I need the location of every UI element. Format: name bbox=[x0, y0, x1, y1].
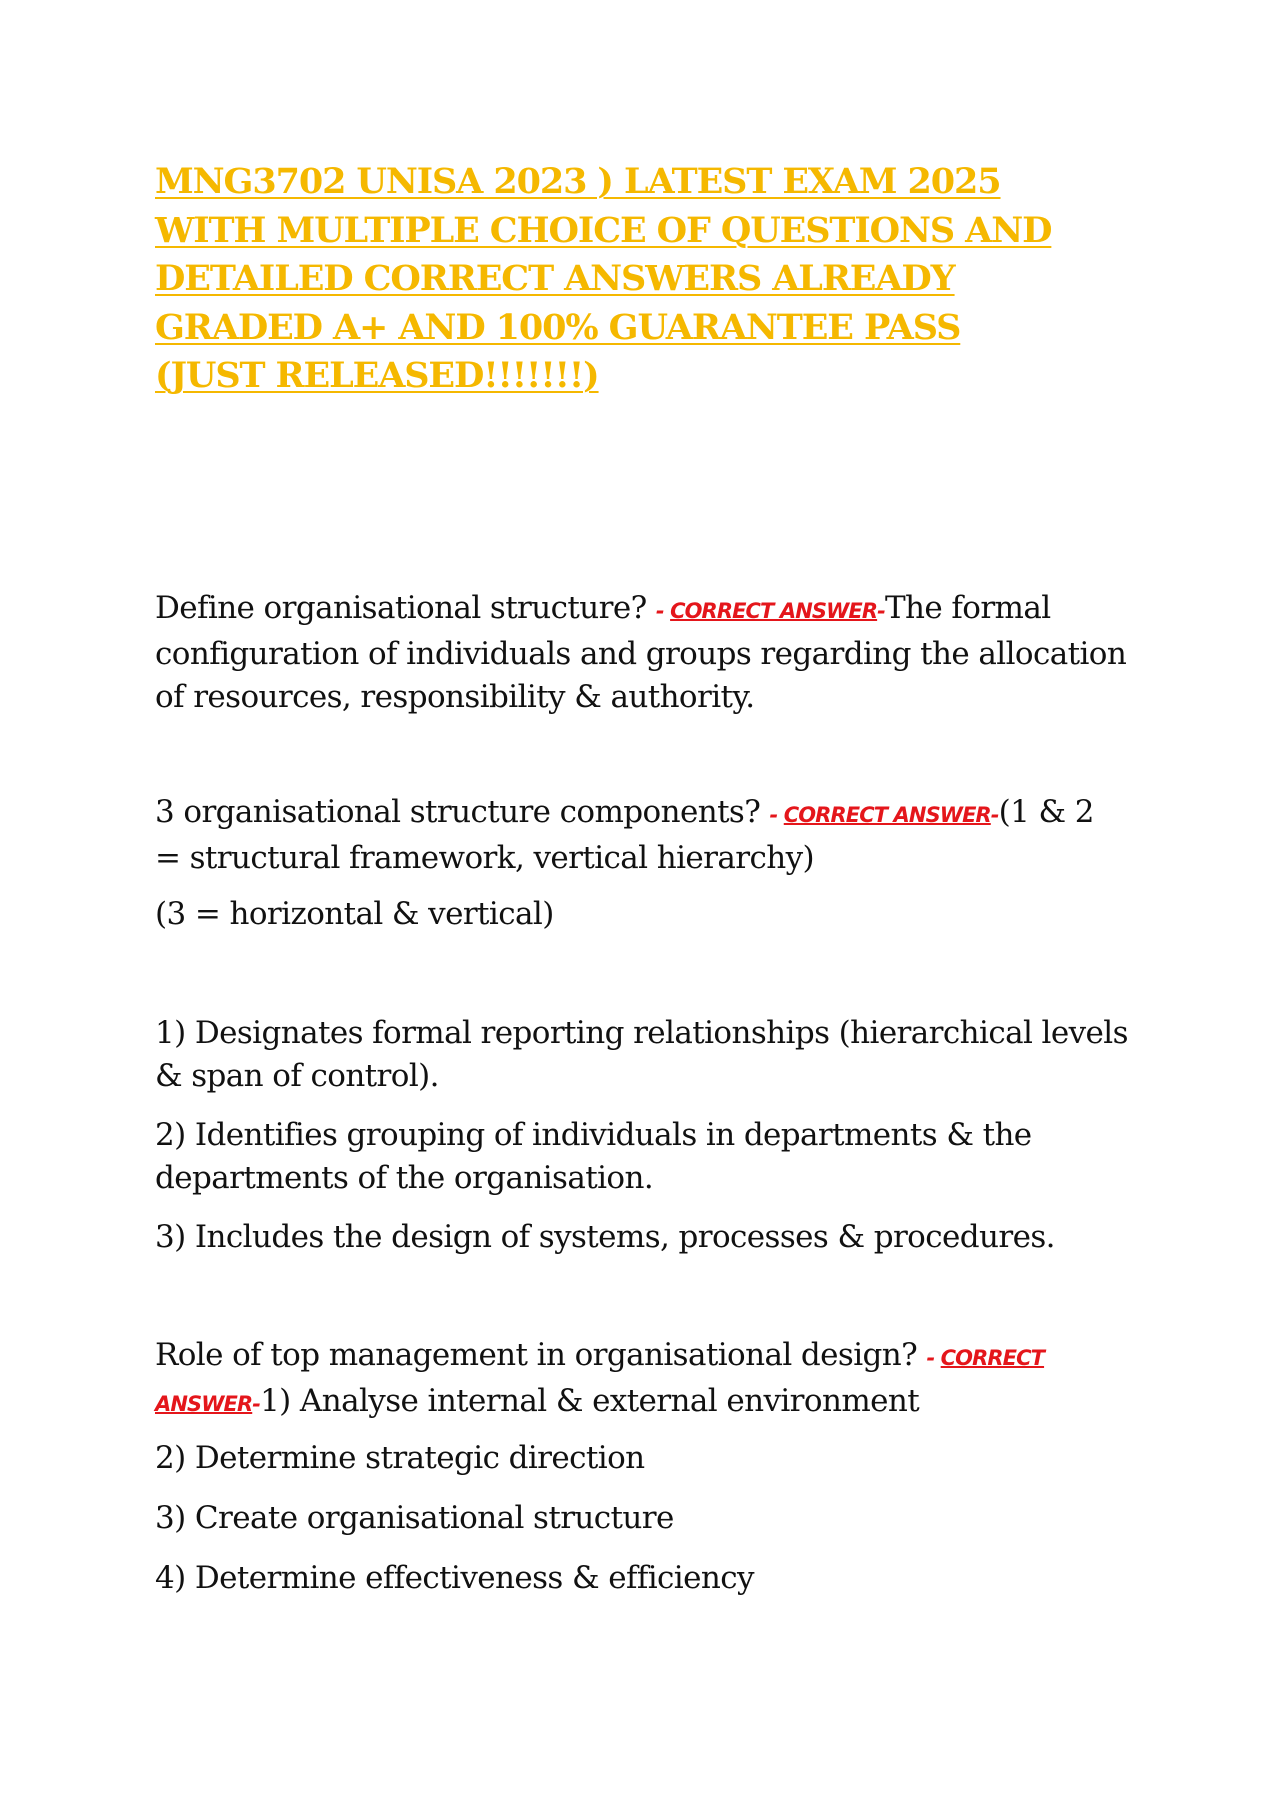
document-title bbox=[155, 158, 1135, 401]
question-text: Define organisational structure? bbox=[155, 590, 656, 626]
point-line: 3) Create organisational structure bbox=[155, 1500, 674, 1536]
point-line: 1) Designates formal reporting relationships (hierarchical levels bbox=[155, 1015, 1128, 1051]
marker-dash: - bbox=[655, 599, 671, 623]
point-step-3 bbox=[155, 1497, 1145, 1540]
answer-marker bbox=[155, 1392, 260, 1416]
point-line: 2) Identifies grouping of individuals in departments & the bbox=[155, 1117, 1032, 1153]
marker-dash: - bbox=[252, 1392, 261, 1416]
qa-line bbox=[155, 1334, 1145, 1380]
marker-label: CORRECT bbox=[940, 1346, 1045, 1370]
point-step-4 bbox=[155, 1557, 1145, 1600]
answer-line: = structural framework, vertical hierarchy) bbox=[155, 840, 815, 876]
point-2 bbox=[155, 1114, 1145, 1200]
qa-item-structure-components bbox=[155, 791, 1145, 880]
title-line: GRADED A+ AND 100% GUARANTEE PASS bbox=[155, 306, 961, 348]
question-text: Role of top management in organisational design? bbox=[155, 1337, 927, 1373]
answer-text: 1) Analyse internal & external environment bbox=[260, 1383, 920, 1419]
point-line: 3) Includes the design of systems, processes & procedures. bbox=[155, 1219, 1055, 1255]
marker-dash: - bbox=[877, 599, 885, 623]
qa-item-define-structure bbox=[155, 587, 1145, 719]
point-3 bbox=[155, 1216, 1145, 1259]
point-line: & span of control). bbox=[155, 1058, 439, 1094]
point-step-2 bbox=[155, 1437, 1145, 1480]
answer-marker bbox=[926, 1346, 1044, 1370]
title-line: WITH MULTIPLE CHOICE OF QUESTIONS AND bbox=[155, 209, 1052, 251]
answer-line: of resources, responsibility & authority. bbox=[155, 679, 755, 715]
marker-label: CORRECT ANSWER bbox=[670, 599, 878, 623]
answer-line: (3 = horizontal & vertical) bbox=[155, 896, 554, 932]
title-line: DETAILED CORRECT ANSWERS ALREADY bbox=[155, 258, 955, 299]
point-line: 4) Determine effectiveness & efficiency bbox=[155, 1560, 754, 1596]
point-1 bbox=[155, 1012, 1145, 1098]
answer-text: The formal bbox=[884, 590, 1051, 626]
marker-dash: - bbox=[990, 803, 999, 827]
qa-line bbox=[155, 791, 1145, 837]
title-line: (JUST RELEASED!!!!!!!) bbox=[155, 355, 599, 396]
marker-label: ANSWER bbox=[155, 1392, 253, 1416]
title-line: MNG3702 UNISA 2023 ) LATEST EXAM 2025 bbox=[155, 161, 1001, 202]
marker-dash: - bbox=[926, 1346, 941, 1370]
answer-marker bbox=[656, 599, 885, 623]
answer-text: (1 & 2 bbox=[998, 794, 1094, 830]
qa-line bbox=[155, 1380, 1145, 1426]
answer-line: configuration of individuals and groups regarding the allocation bbox=[155, 636, 1127, 672]
marker-dash: - bbox=[769, 803, 784, 827]
answer-marker bbox=[770, 803, 999, 827]
qa-line bbox=[155, 587, 1145, 633]
answer-extra bbox=[155, 893, 1145, 936]
question-text: 3 organisational structure components? bbox=[155, 794, 770, 830]
qa-item-top-management bbox=[155, 1334, 1145, 1426]
point-line: 2) Determine strategic direction bbox=[155, 1440, 645, 1476]
point-line: departments of the organisation. bbox=[155, 1160, 654, 1196]
marker-label: CORRECT ANSWER bbox=[783, 803, 991, 827]
